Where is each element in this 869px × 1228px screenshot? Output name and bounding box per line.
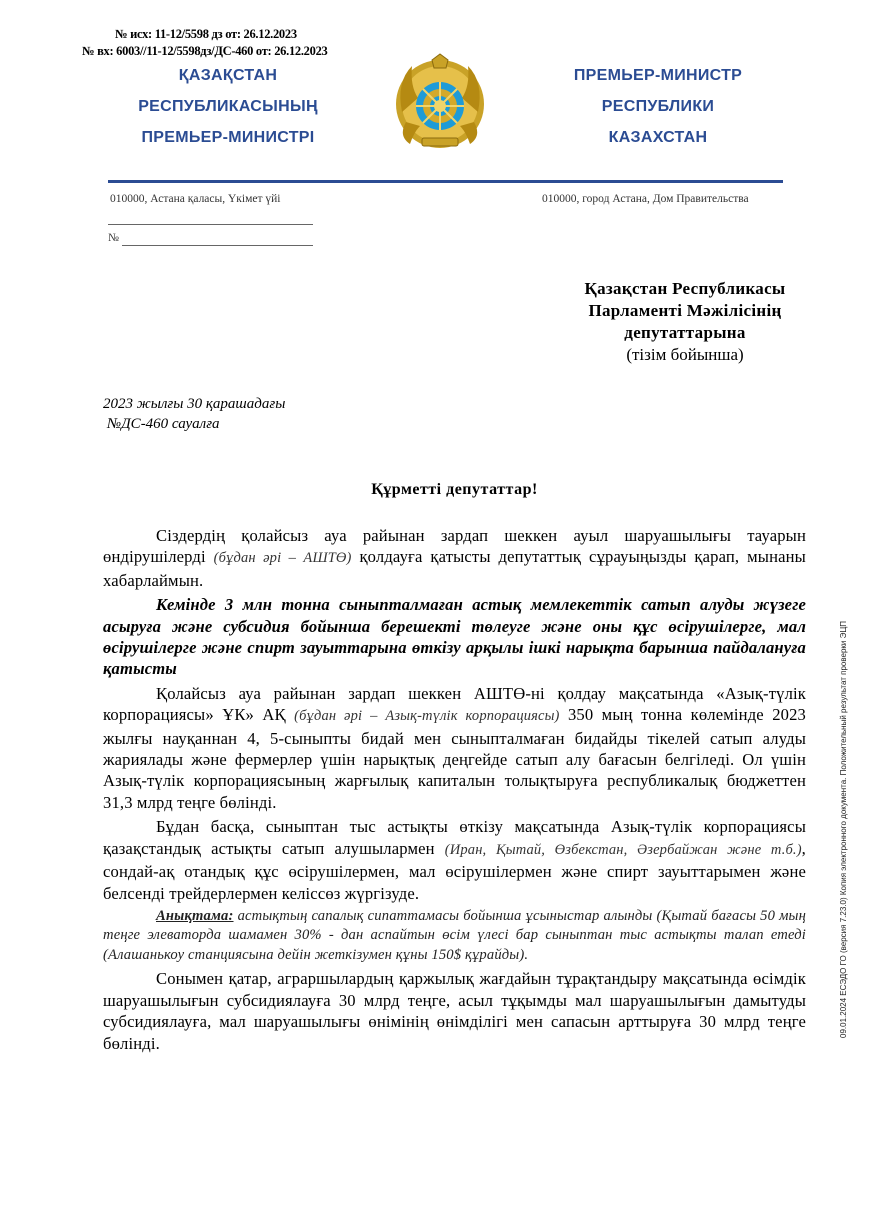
reference-note: Анықтама: астықтың сапалық сипаттамасы бойынша ұсыныстар алынды (Қытай бағасы 50 мың теңге элеваторда шамамен 30% - дан аспайтын өсім үлесі бар сыныптан тыс астықты талап етеді (Алашанькоу станциясына дейін жеткізумен құны 150$ құрайды). [103,907,806,963]
reference-block [103,394,285,434]
reference-date: 2023 жылғы 30 қарашадағы [103,396,286,412]
header-left-line: РЕСПУБЛИКАСЫНЫҢ [138,98,318,115]
paragraph: Сіздердің қолайсыз ауа райынан зардап шеккен ауыл шаруашылығы тауарын өндірушілерді (бұдан әрі – АШТӨ) қолдауға қатысты депутаттық сұрауыңызды қарап, мынаны хабарлаймын. [103,526,806,590]
header-left-line: ПРЕМЬЕР-МИНИСТРІ [141,129,315,146]
recipient-line: (тізім бойынша) [626,345,744,364]
paragraph: Сонымен қатар, аграршылардың қаржылық жағдайын тұрақтандыру мақсатында өсімдік шаруашылығын субсидиялауға 30 млрд теңге, асыл тұқымды мал шаруашылығын дамытуды субсидиялауға, мал шаруашылығы өнімінің өнімділігі мен сапасын арттыруға 30 млрд теңге бөлінді. [103,969,806,1053]
header-left [108,60,348,153]
header-right-line: КАЗАХСТАН [608,129,708,146]
date-line [108,224,313,225]
signature-verification-note: 09.01.2024 ЕСЭДО ГО (версия 7.23.0) Копия электронного документа. Положительный результат проверки ЭЦП [839,620,848,1038]
header-divider [108,180,783,183]
incoming-stamp: № вх: 6003//11-12/5598дз/ДС-460 от: 26.12.2023 [82,44,328,58]
salutation: Құрметті депутаттар! [371,481,538,498]
letter-body [103,525,806,1054]
outgoing-stamp: № исх: 11-12/5598 дз от: 26.12.2023 [115,27,297,41]
state-emblem-icon [392,52,488,152]
header-right-line: ПРЕМЬЕР-МИНИСТР [573,67,743,84]
note-label: Анықтама: [156,907,234,924]
address-ru: 010000, город Астана, Дом Правительства [542,193,749,205]
header-right [538,60,778,153]
recipient-line: депутаттарына [624,323,746,342]
header-right-line: РЕСПУБЛИКИ [601,98,715,115]
recipient-line: Қазақстан Республикасы [584,279,786,298]
reference-number: №ДС-460 сауалға [107,416,220,432]
recipient-line: Парламенті Мәжілісінің [588,301,782,320]
recipient-block [540,278,830,366]
paragraph: Бұдан басқа, сыныптан тыс астықты өткізу мақсатында Азық-түлік корпорациясы қазақстандық астықты сатып алушылармен (Иран, Қытай, Өзбекстан, Әзербайжан және т.б.), сондай-ақ отандық құс өсірушілермен, мал өсірушілермен және спирт зауыттарымен және белсенді трейдерлермен келіссөз жүргізуде. [103,817,806,903]
section-heading: Кемінде 3 млн тонна сыныпталмаған астық мемлекеттік сатып алуды жүзеге асыруға және субсидия бойынша берешекті төлеуге және оны құс өсірушілерге, мал өсірушілерге және спирт зауыттарына өткізу арқылы ішкі нарықта барынша пайдалануға қатысты [103,595,806,679]
header-left-line: ҚАЗАҚСТАН [178,67,278,84]
number-label: № [108,232,119,244]
paragraph: Қолайсыз ауа райынан зардап шеккен АШТӨ-ні қолдау мақсатында «Азық-түлік корпорациясы» ҰК» АҚ (бұдан әрі – Азық-түлік корпорациясы) 350 мың тонна көлемінде 2023 жылғы науқаннан 4, 5-сыныпты бидай мен сыныпталмаған бидайды тікелей сатып алуды жариялады және фермерлер үшін нарықтық деңгейде сатып алу бағасын белгіледі. Ол үшін Азық-түлік корпорациясының жарғылық капиталын толықтыруға республикалық бюджеттен 31,3 млрд теңге бөлінді. [103,683,806,812]
number-line [122,245,313,246]
address-kz: 010000, Астана қаласы, Үкімет үйі [110,193,281,205]
